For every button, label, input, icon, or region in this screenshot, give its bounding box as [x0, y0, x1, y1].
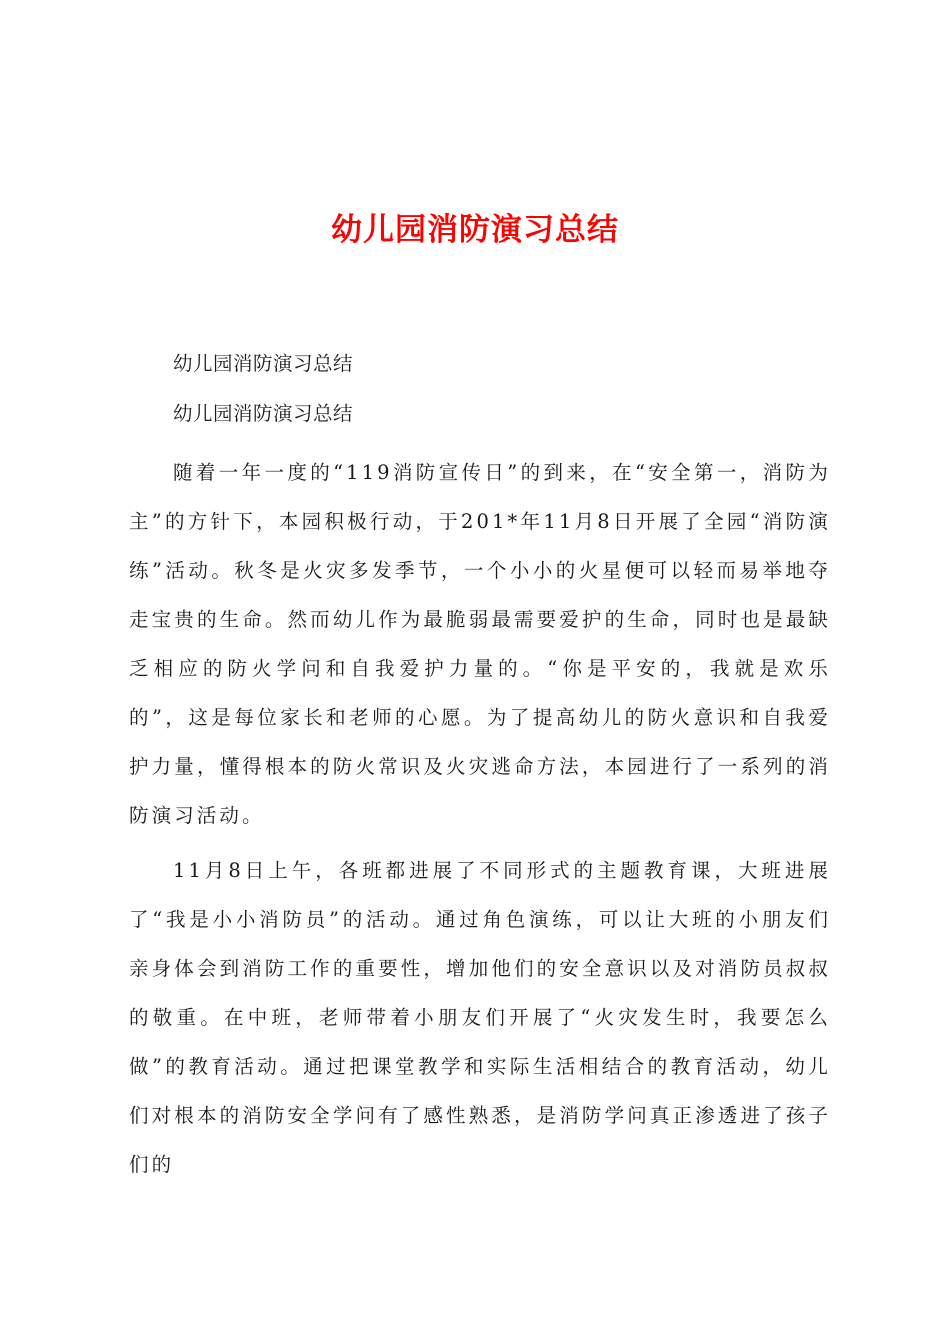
document-body — [129, 348, 831, 1195]
subtitle-line-2: 幼儿园消防演习总结 — [173, 402, 354, 425]
subtitle-line-1: 幼儿园消防演习总结 — [173, 352, 354, 375]
body-paragraph-1: 随着一年一度的“119消防宣传日”的到来，在“安全第一，消防为主”的方针下，本园积极行动，于201*年11月8日开展了全园“消防演练”活动。秋冬是火灾多发季节，一个小小的火星便可以轻而易举地夺走宝贵的生命。然而幼儿作为最脆弱最需要爱护的生命，同时也是最缺乏相应的防火学问和自我爱护力量的。“你是平安的，我就是欢乐的”，这是每位家长和老师的心愿。为了提高幼儿的防火意识和自我爱护力量，懂得根本的防火常识及火灾逃命方法，本园进行了一系列的消防演习活动。 — [129, 461, 831, 827]
document-title: 幼儿园消防演习总结 — [331, 212, 619, 248]
body-paragraph-2: 11月8日上午，各班都进展了不同形式的主题教育课，大班进展了“我是小小消防员”的活动。通过角色演练，可以让大班的小朋友们亲身体会到消防工作的重要性，增加他们的安全意识以及对消防员叔叔的敬重。在中班，老师带着小朋友们开展了“火灾发生时，我要怎么做”的教育活动。通过把课堂教学和实际生活相结合的教育活动，幼儿们对根本的消防安全学问有了感性熟悉，是消防学问真正渗透进了孩子们的 — [129, 859, 831, 1176]
